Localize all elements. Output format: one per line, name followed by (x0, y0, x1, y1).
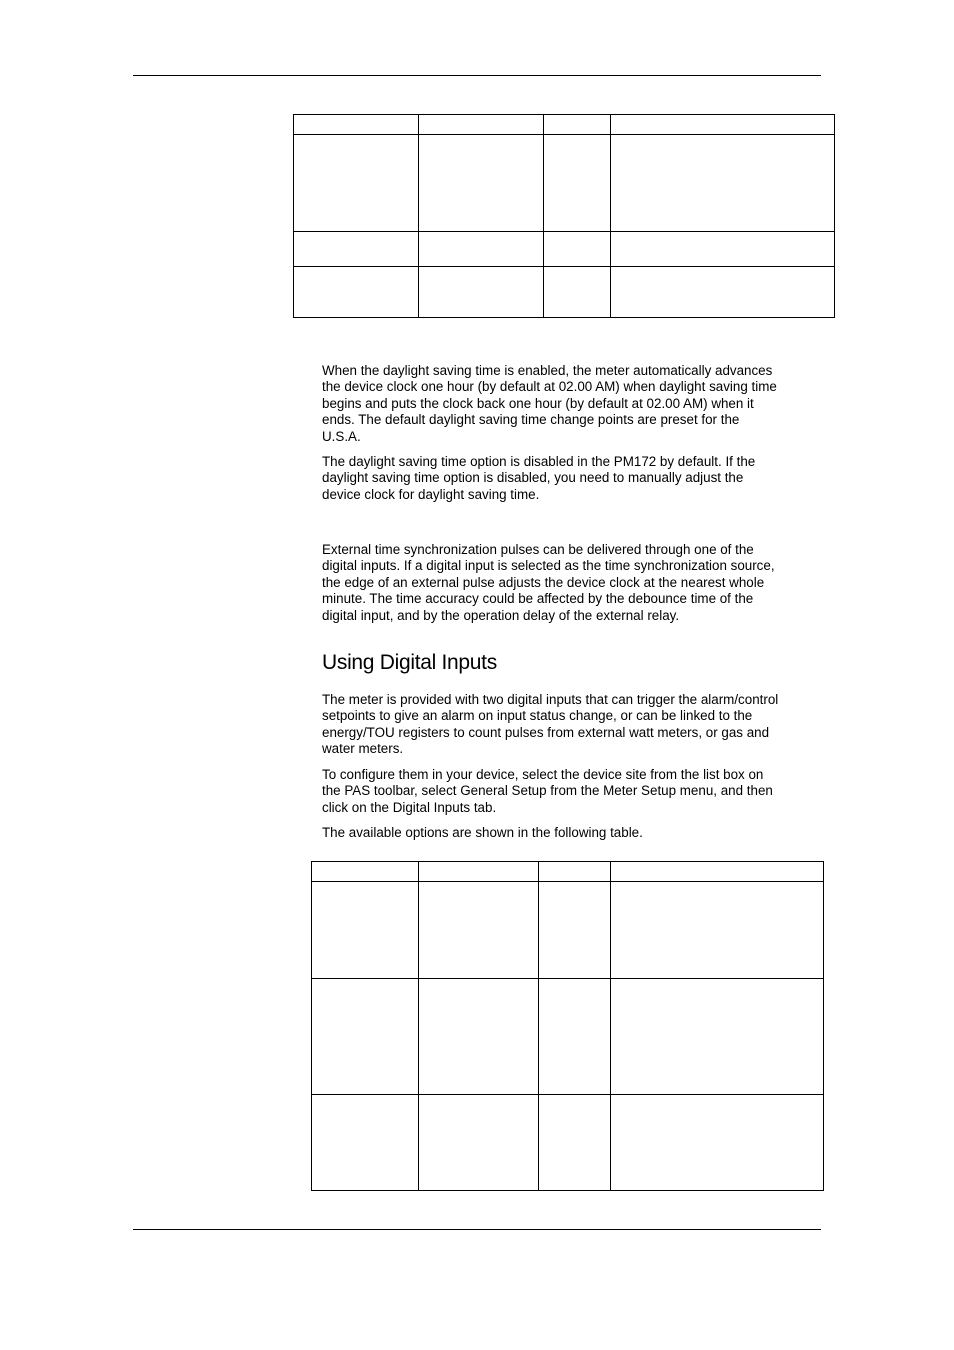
table-cell (419, 232, 544, 267)
configure-paragraph: To configure them in your device, select the device site from the list box on the PAS toolbar, select General Setup from the Meter Setup menu, and then click on the Digital Inputs tab. (322, 767, 773, 815)
dst-disabled-paragraph: The daylight saving time option is disabled in the PM172 by default. If the daylight saving time option is disabled, you need to manually adjust the device clock for daylight saving time. (322, 454, 756, 502)
table-row (312, 1095, 824, 1191)
table-cell (611, 232, 835, 267)
table-cell (312, 862, 419, 882)
table-header-row (294, 115, 835, 135)
table-cell (544, 267, 611, 318)
time-sync-paragraph: External time synchronization pulses can be delivered through one of the digital inputs. If a digital input is selected as the time synchronization source, the edge of an external pulse adjusts the device clock at the nearest whole minute. The time accuracy could be affected by the debounce time of the digital input, and by the operation delay of the external relay. (322, 542, 775, 623)
section-heading: Using Digital Inputs (322, 651, 497, 674)
table-cell (419, 862, 539, 882)
table-cell (544, 115, 611, 135)
table-cell (419, 135, 544, 232)
table-cell (611, 979, 824, 1095)
table-cell (539, 882, 611, 979)
table-cell (419, 115, 544, 135)
table-cell (611, 115, 835, 135)
table-cell (611, 267, 835, 318)
clock-options-table (293, 114, 835, 318)
header-rule (133, 75, 821, 76)
table-cell (294, 135, 419, 232)
table-cell (611, 1095, 824, 1191)
table-cell (611, 135, 835, 232)
table-cell (611, 862, 824, 882)
table-row (294, 135, 835, 232)
table-cell (544, 232, 611, 267)
table-cell (419, 267, 544, 318)
table-cell (294, 232, 419, 267)
table-cell (294, 267, 419, 318)
table-cell (419, 882, 539, 979)
table-cell (312, 1095, 419, 1191)
table-cell (419, 979, 539, 1095)
table-cell (611, 882, 824, 979)
options-paragraph: The available options are shown in the following table. (322, 825, 643, 840)
table-header-row (312, 862, 824, 882)
table-cell (312, 882, 419, 979)
table-cell (312, 979, 419, 1095)
table-cell (419, 1095, 539, 1191)
dst-paragraph: When the daylight saving time is enabled, the meter automatically advances the device clock one hour (by default at 02.00 AM) when daylight saving time begins and puts the clock back one hour (by default at 02.00 AM) when it ends. The default daylight saving time change points are preset for the U.S.A. (322, 363, 777, 444)
table-row (294, 232, 835, 267)
table-cell (539, 979, 611, 1095)
table-cell (544, 135, 611, 232)
table-cell (539, 862, 611, 882)
digital-inputs-intro-paragraph: The meter is provided with two digital inputs that can trigger the alarm/control setpoints to give an alarm on input status change, or can be linked to the energy/TOU registers to count pulses from external watt meters, or gas and water meters. (322, 692, 779, 757)
footer-rule (133, 1229, 821, 1230)
table-cell (539, 1095, 611, 1191)
table-cell (294, 115, 419, 135)
table-row (312, 979, 824, 1095)
table-row (294, 267, 835, 318)
digital-inputs-options-table (311, 861, 824, 1191)
table-row (312, 882, 824, 979)
